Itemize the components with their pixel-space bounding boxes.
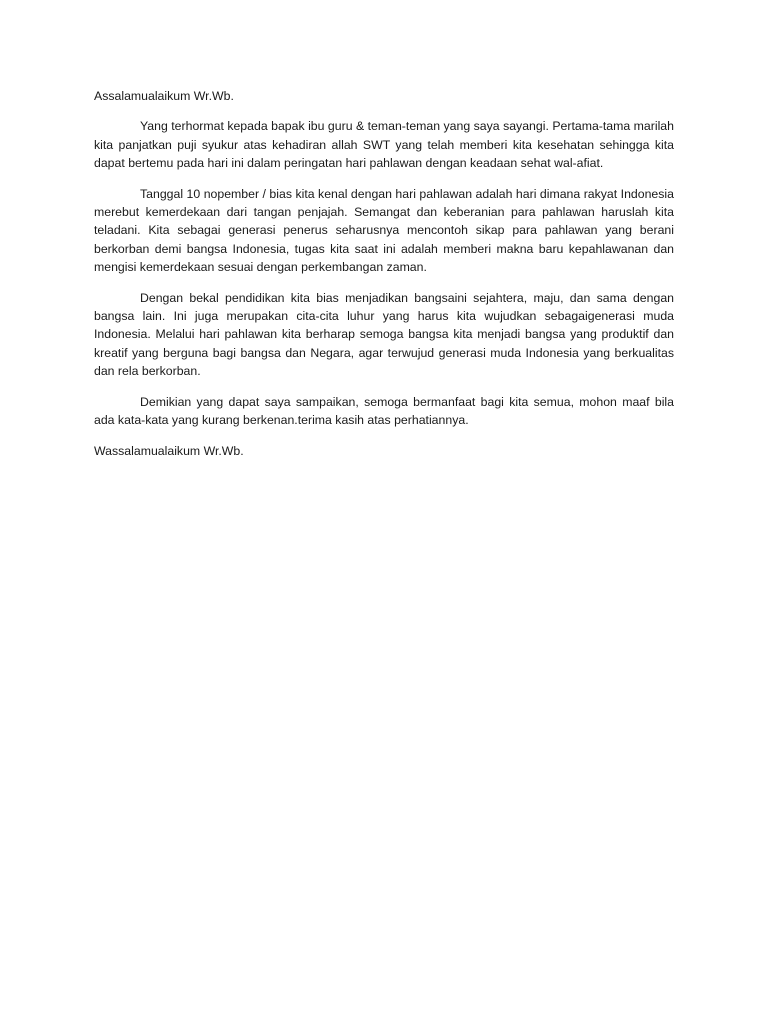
paragraph-pendidikan: Dengan bekal pendidikan kita bias menjadikan bangsaini sejahtera, maju, dan sama dengan bangsa lain. Ini juga merupakan cita-cita luhur yang harus kita wujudkan sebagaigenerasi muda Indonesia. Melalui hari pahlawan kita berharap semoga bangsa kita menjadi bangsa yang produktif dan kreatif yang berguna bagi bangsa dan Negara, agar terwujud generasi muda Indonesia yang berkualitas dan rela berkorban. <box>94 290 674 379</box>
paragraph-opening: Yang terhormat kepada bapak ibu guru & teman-teman yang saya sayangi. Pertama-tama marilah kita panjatkan puji syukur atas kehadiran allah SWT yang telah memberi kita kesehatan sehingga kita dapat bertemu pada hari ini dalam peringatan hari pahlawan dengan keadaan sehat wal-afiat. <box>94 119 674 171</box>
paragraph-penutup: Demikian yang dapat saya sampaikan, semoga bermanfaat bagi kita semua, mohon maaf bila ada kata-kata yang kurang berkenan.terima kasih atas perhatiannya. <box>94 394 674 428</box>
closing-salam: Wassalamualaikum Wr.Wb. <box>94 443 244 458</box>
greeting: Assalamualaikum Wr.Wb. <box>94 89 234 103</box>
paragraph-hari-pahlawan: Tanggal 10 nopember / bias kita kenal dengan hari pahlawan adalah hari dimana rakyat Indonesia merebut kemerdekaan dari tangan penjajah. Semangat dan keberanian para pahlawan haruslah kita teladani. Kita sebagai generasi penerus seharusnya mencontoh sikap para pahlawan yang berani berkorban demi bangsa Indonesia, tugas kita saat ini adalah memberi makna baru kepahlawanan dan mengisi kemerdekaan sesuai dengan perkembangan zaman. <box>94 186 674 275</box>
document-page <box>94 87 674 460</box>
